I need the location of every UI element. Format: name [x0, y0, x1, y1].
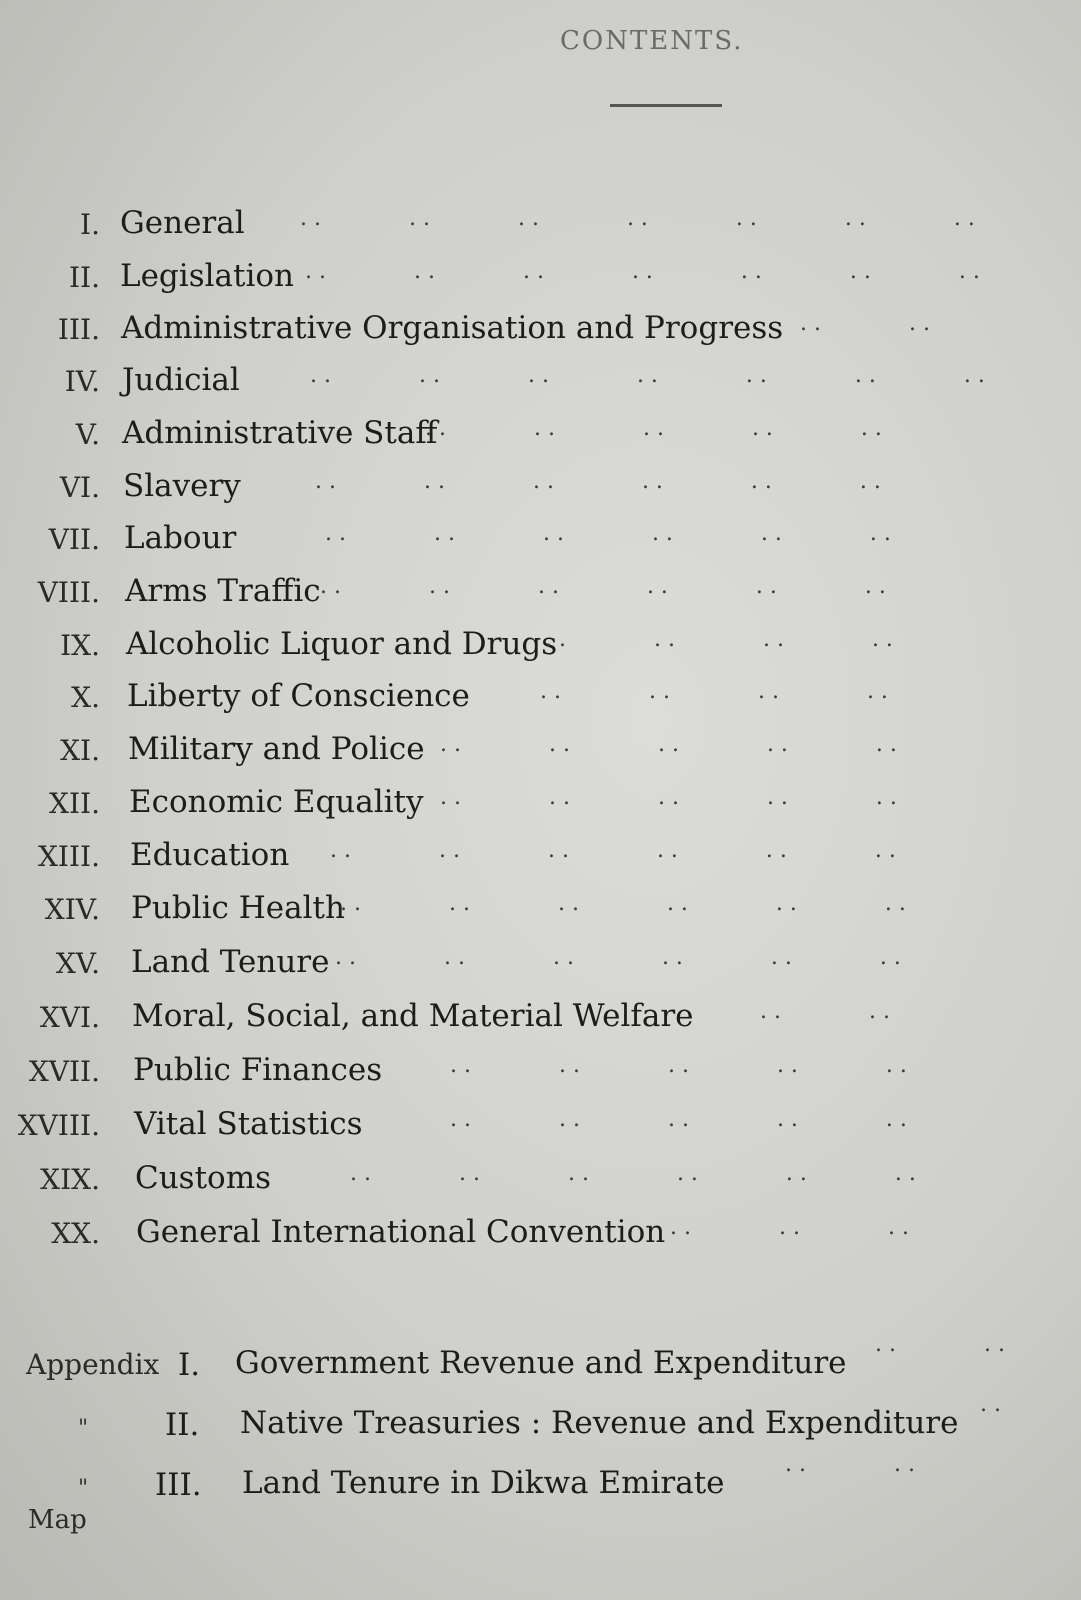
chapter-numeral: XIX. [40, 1163, 100, 1196]
dot-leaders: . . [980, 1392, 1001, 1417]
dot-leaders: . . . . . . . . . . . . [315, 469, 881, 494]
chapter-numeral: VIII. [37, 576, 100, 609]
appendix-numeral: II. [165, 1407, 200, 1443]
dot-leaders: . . . . . . . . . . . . [330, 838, 896, 863]
title-rule [610, 104, 722, 107]
map-label: Map [28, 1505, 87, 1535]
chapter-numeral: XX. [51, 1217, 100, 1250]
chapter-numeral: II. [68, 261, 100, 294]
chapter-title: Legislation [120, 258, 294, 294]
chapter-title: Public Health [131, 890, 345, 926]
chapter-title: Administrative Staff [122, 415, 438, 451]
dot-leaders: . . . . . . . . [545, 627, 893, 652]
appendix-label: Appendix [26, 1348, 160, 1381]
chapter-title: Public Finances [133, 1052, 383, 1088]
chapter-title: Customs [135, 1160, 272, 1196]
dot-leaders: . . . . . . . . . . . . . . [310, 363, 985, 388]
dot-leaders: . . . . . . . . . . . . . . [305, 259, 980, 284]
chapter-numeral: VII. [48, 523, 100, 556]
dot-leaders: . . . . . . . . . . [450, 1107, 907, 1132]
dot-leaders: . . . . . . . . . . [440, 785, 897, 810]
chapter-numeral: XII. [49, 787, 100, 820]
appendix-title: Government Revenue and Expenditure [235, 1345, 847, 1381]
chapter-title: Liberty of Conscience [127, 678, 470, 714]
chapter-numeral: XVII. [28, 1055, 100, 1088]
chapter-title: Labour [124, 520, 237, 556]
chapter-title: Land Tenure [131, 944, 330, 980]
dot-leaders: . . . . [785, 1452, 915, 1477]
chapter-title: Administrative Organisation and Progress [121, 310, 784, 346]
chapter-title: Education [130, 837, 290, 873]
dot-leaders: . . . . . . . . . . [425, 416, 882, 441]
chapter-title: Slavery [123, 468, 241, 504]
chapter-numeral: I. [80, 208, 100, 241]
dot-leaders: . . . . . . . . . . . . [335, 945, 901, 970]
chapter-title: Economic Equality [129, 784, 424, 820]
chapter-title: Vital Statistics [134, 1106, 363, 1142]
chapter-title: Military and Police [128, 731, 425, 767]
chapter-numeral: XV. [55, 947, 100, 980]
chapter-numeral: IV. [64, 365, 100, 398]
dot-leaders: . . . . . . . . . . . . . . [300, 206, 975, 231]
chapter-numeral: XI. [60, 734, 100, 767]
ditto-mark: " [78, 1416, 89, 1441]
dot-leaders: . . . . . . . . [540, 679, 888, 704]
chapter-numeral: IX. [60, 629, 100, 662]
chapter-title: Moral, Social, and Material Welfare [132, 998, 694, 1034]
dot-leaders: . . . . . . . . . . . . [320, 574, 886, 599]
chapter-numeral: V. [75, 418, 100, 451]
chapter-numeral: III. [57, 313, 100, 346]
appendix-title: Land Tenure in Dikwa Emirate [242, 1465, 725, 1501]
chapter-numeral: XVIII. [17, 1109, 100, 1142]
appendix-title: Native Treasuries : Revenue and Expenditure [240, 1405, 959, 1441]
chapter-numeral: X. [71, 681, 100, 714]
dot-leaders: . . . . . . . . . . [440, 732, 897, 757]
dot-leaders: . . . . [875, 1332, 1005, 1357]
chapter-title: General [120, 205, 245, 241]
dot-leaders: . . . . . . . . . . . . [350, 1161, 916, 1186]
appendix-numeral: III. [155, 1467, 202, 1503]
chapter-numeral: XIII. [37, 840, 100, 873]
appendix-numeral: I. [178, 1347, 201, 1383]
ditto-mark: " [78, 1476, 89, 1501]
dot-leaders: . . . . [800, 311, 930, 336]
dot-leaders: . . . . [760, 999, 890, 1024]
dot-leaders: . . . . . . [670, 1215, 909, 1240]
chapter-numeral: XIV. [44, 893, 100, 926]
dot-leaders: . . . . . . . . . . . . [340, 891, 906, 916]
chapter-numeral: XVI. [39, 1001, 100, 1034]
chapter-numeral: VI. [59, 471, 100, 504]
page-title: CONTENTS. [560, 26, 744, 56]
dot-leaders: . . . . . . . . . . . . [325, 521, 891, 546]
dot-leaders: . . . . . . . . . . [450, 1053, 907, 1078]
chapter-title: Arms Traffic [125, 573, 321, 609]
chapter-title: Judicial [122, 362, 240, 398]
chapter-title: Alcoholic Liquor and Drugs [126, 626, 558, 662]
chapter-title: General International Convention [136, 1214, 666, 1250]
